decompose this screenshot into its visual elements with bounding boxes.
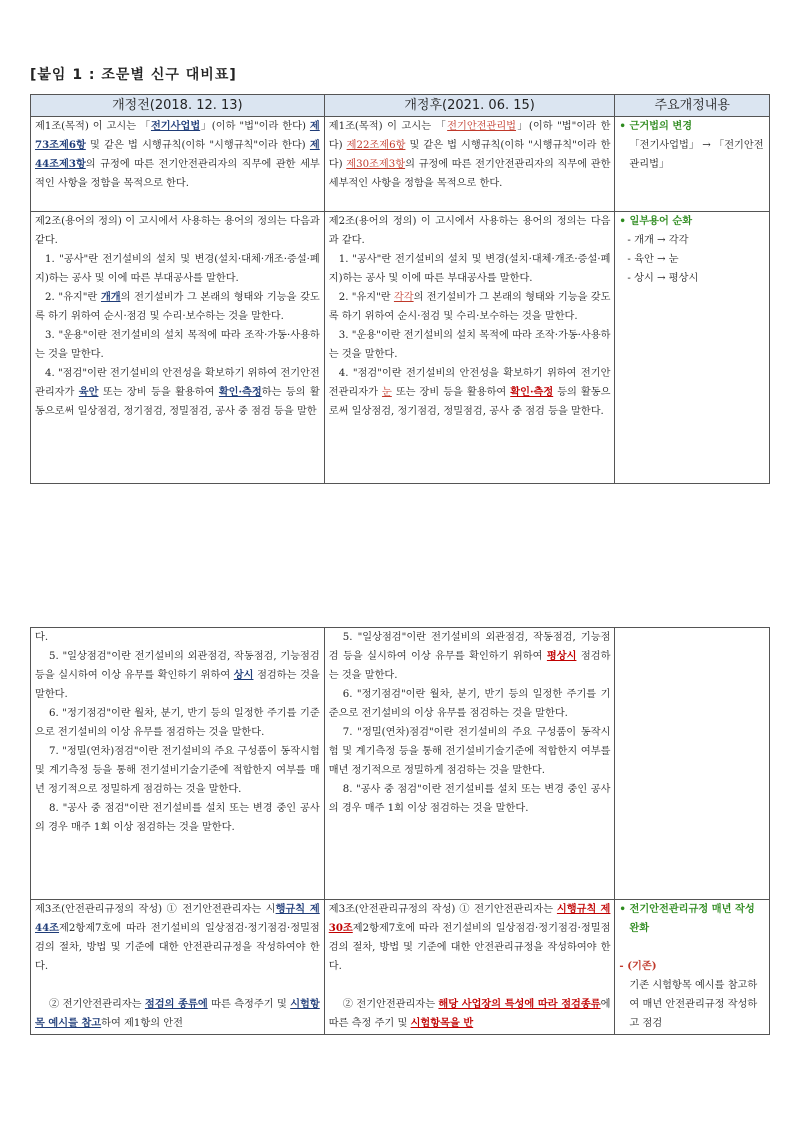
new-rule-article: 시행규칙 제30조 — [328, 903, 611, 934]
old-def-4: 4. "점검"이란 전기설비의 안전성을 확보하기 위하여 전기안전관리자가 육안 또는 장비 등을 활용하여 확인·측정하는 등의 활동으로써 일상점검, 정기점검, 정밀점검, 공사 중 점검 등을 말한 — [35, 368, 320, 417]
old-article-3-para-2: ② 전기안전관리자는 점검의 종류에 따른 측정주기 및 시험항목 예시를 참고하여 제1항의 안전 — [35, 998, 320, 1029]
new-article-3-para-1: 제3조(안전관리규정의 작성) ① 전기안전관리자는 시행규칙 제30조제2항제7호에 따라 전기설비의 일상점검·정기점검·정밀점검의 절차, 방법 및 기준에 대한 안전관리규정을 작성하여야 한다. — [328, 903, 611, 972]
old-article-2-cont — [31, 628, 325, 900]
old-def-8: 8. "공사 중 점검"이란 전기설비를 설치 또는 변경 중인 공사의 경우 매주 1회 이상 점검하는 것을 말한다. — [35, 803, 320, 833]
new-term-nun: 눈 — [381, 387, 392, 398]
old-rule-ref: 제44조제3항 — [35, 139, 320, 170]
summary-article-3 — [615, 900, 770, 1035]
summary-body-3: 기존 시험항목 예시를 참고하여 매년 안전관리규정 작성하고 점검 — [629, 980, 758, 1029]
summary-article-1 — [615, 117, 770, 212]
new-law-name: 전기안전관리법 — [447, 121, 517, 132]
new-def-2: 2. "유지"란 각각의 전기설비가 그 본래의 형태와 기능을 갖도록 하기 위하여 순시·점검 및 수리·보수하는 것을 말한다. — [328, 292, 611, 322]
new-clause-ref: 제22조제6항 — [346, 140, 406, 151]
summary-term-3: - 상시 → 평상시 — [627, 273, 699, 284]
old-term-gaegae: 개개 — [100, 291, 121, 303]
new-term-test-items: 시험항목을 반 — [410, 1017, 474, 1029]
summary-sub-3: - (기존) — [619, 960, 657, 972]
table-row-article-2 — [31, 212, 770, 484]
old-term-sangsi: 상시 — [233, 669, 254, 681]
table-header-row — [31, 95, 770, 117]
new-def-1: 1. "공사"란 전기설비의 설치 및 변경(설치·대체·개조·증설·폐지)하는 공사 및 이에 따른 부대공사를 말한다. — [328, 254, 611, 284]
header-new: 개정후(2021. 06. 15) — [324, 95, 615, 117]
new-def-6: 6. "정기점검"이란 월차, 분기, 반기 등의 일정한 주기를 기준으로 전기설비의 이상 유무를 점검하는 것을 말한다. — [328, 689, 611, 719]
old-article-2-intro: 제2조(용어의 정의) 이 고시에서 사용하는 용어의 정의는 다음과 같다. — [35, 216, 320, 246]
new-article-2-cont — [324, 628, 615, 900]
old-def-1: 1. "공사"란 전기설비의 설치 및 변경(설치·대체·개조·증설·폐지)하는 공사 및 이에 따른 부대공사를 말한다. — [35, 254, 320, 284]
old-article-1-text: 제1조(목적) 이 고시는 「전기사업법」(이하 "법"이라 한다) 제73조제6항 및 같은 법 시행규칙(이하 "시행규칙"이라 한다) 제44조제3항의 규정에 따른 전기안전관리자의 직무에 관한 세부적인 사항을 정함을 목적으로 한다. — [35, 120, 320, 189]
table-row-article-3 — [31, 900, 770, 1035]
old-law-name: 전기사업법 — [150, 120, 201, 132]
new-term-confirm: 확인·측정 — [510, 386, 554, 398]
old-def-3: 3. "운용"이란 전기설비의 설치 목적에 따라 조작·가동·사용하는 것을 말한다. — [35, 330, 320, 360]
summary-term-2: - 육안 → 눈 — [627, 254, 679, 265]
old-rule-article: 행규칙 제44조 — [35, 903, 320, 934]
old-term-test-items: 시험항목 예시를 참고 — [35, 998, 320, 1029]
comparison-table-top — [30, 94, 770, 484]
new-term-pyeongsangsi: 평상시 — [546, 650, 577, 662]
new-article-1-text: 제1조(목적) 이 고시는 「전기안전관리법」(이하 "법"이라 한다) 제22조제6항 및 같은 법 시행규칙(이하 "시행규칙"이라 한다) 제30조제3항의 규정에 따른 전기안전관리자의 직무에 관한 세부적인 사항을 정함을 목적으로 한다. — [328, 121, 611, 189]
new-article-3 — [324, 900, 615, 1035]
summary-head-3: • 전기안전관리규정 매년 작성 완화 — [619, 903, 755, 934]
new-def-4: 4. "점검"이란 전기설비의 안전성을 확보하기 위하여 전기안전관리자가 눈 또는 장비 등을 활용하여 확인·측정 등의 활동으로써 일상점검, 정기점검, 정밀점검, 공사 중 점검 등을 말한다. — [328, 368, 611, 417]
old-article-3 — [31, 900, 325, 1035]
new-article-3-para-2: ② 전기안전관리자는 해당 사업장의 특성에 따라 점검종류에 따른 측정 주기 및 시험항목을 반 — [328, 998, 611, 1029]
old-term-inspection-type: 점검의 종류에 — [144, 998, 208, 1010]
new-article-2-intro: 제2조(용어의 정의) 이 고시에서 사용하는 용어의 정의는 다음과 같다. — [328, 216, 611, 246]
summary-line-1: 「전기사업법」 → 「전기안전관리법」 — [629, 140, 764, 170]
old-cont: 다. — [35, 632, 49, 643]
new-def-7: 7. "정밀(연차)점검"이란 전기설비의 주요 구성품이 동작시험 및 계기측정 등을 통해 전기설비기술기준에 적합한지 여부를 매년 정기적으로 정밀하게 점검하는 것을 말한다. — [328, 727, 611, 776]
new-def-5: 5. "일상점검"이란 전기설비의 외관점검, 작동점검, 기능점검 등을 실시하여 이상 유무를 확인하기 위하여 평상시 점검하는 것을 말한다. — [328, 632, 611, 681]
comparison-table-bottom — [30, 627, 770, 1035]
new-def-8: 8. "공사 중 점검"이란 전기설비를 설치 또는 변경 중인 공사의 경우 매주 1회 이상 점검하는 것을 말한다. — [328, 784, 611, 814]
old-article-1 — [31, 117, 325, 212]
new-term-site-feature: 해당 사업장의 특성에 따라 점검종류 — [438, 998, 601, 1010]
old-term-confirm: 확인·측정 — [218, 386, 262, 398]
old-def-7: 7. "정밀(연차)점검"이란 전기설비의 주요 구성품이 동작시험 및 계기측정 등을 통해 전기설비기술기준에 적합한지 여부를 매년 정기적으로 정밀하게 점검하는 것을 말한다. — [35, 746, 320, 795]
summary-term-1: - 개개 → 각각 — [627, 235, 689, 246]
summary-article-2-cont — [615, 628, 770, 900]
header-summary: 주요개정내용 — [615, 95, 770, 117]
old-def-2: 2. "유지"란 개개의 전기설비가 그 본래의 형태와 기능을 갖도록 하기 위하여 순시·점검 및 수리·보수하는 것을 말한다. — [35, 291, 320, 322]
table-row-article-2-cont — [31, 628, 770, 900]
old-article-3-para-1: 제3조(안전관리규정의 작성) ① 전기안전관리자는 시행규칙 제44조제2항제7호에 따라 전기설비의 일상점검·정기점검·정밀점검의 절차, 방법 및 기준에 대한 안전관리규정을 작성하여야 한다. — [35, 903, 320, 972]
table-row-article-1 — [31, 117, 770, 212]
header-old: 개정전(2018. 12. 13) — [31, 95, 325, 117]
old-def-6: 6. "정기점검"이란 월차, 분기, 반기 등의 일정한 주기를 기준으로 전기설비의 이상 유무를 점검하는 것을 말한다. — [35, 708, 320, 738]
new-article-1 — [324, 117, 615, 212]
new-term-gakgak: 각각 — [393, 292, 414, 303]
summary-head-1: • 근거법의 변경 — [619, 120, 693, 132]
old-def-5: 5. "일상점검"이란 전기설비의 외관점검, 작동점검, 기능점검 등을 실시하여 이상 유무를 확인하기 위하여 상시 점검하는 것을 말한다. — [35, 651, 320, 700]
old-article-2 — [31, 212, 325, 484]
old-term-yugan: 육안 — [78, 386, 99, 398]
old-clause-ref: 제73조제6항 — [35, 120, 320, 151]
document-title: [붙임 1 : 조문별 신구 대비표] — [30, 67, 237, 83]
new-article-2 — [324, 212, 615, 484]
summary-article-2 — [615, 212, 770, 484]
new-rule-ref: 제30조제3항 — [346, 159, 406, 170]
summary-head-2: • 일부용어 순화 — [619, 215, 693, 227]
new-def-3: 3. "운용"이란 전기설비의 설치 목적에 따라 조작·가동·사용하는 것을 말한다. — [328, 330, 611, 360]
